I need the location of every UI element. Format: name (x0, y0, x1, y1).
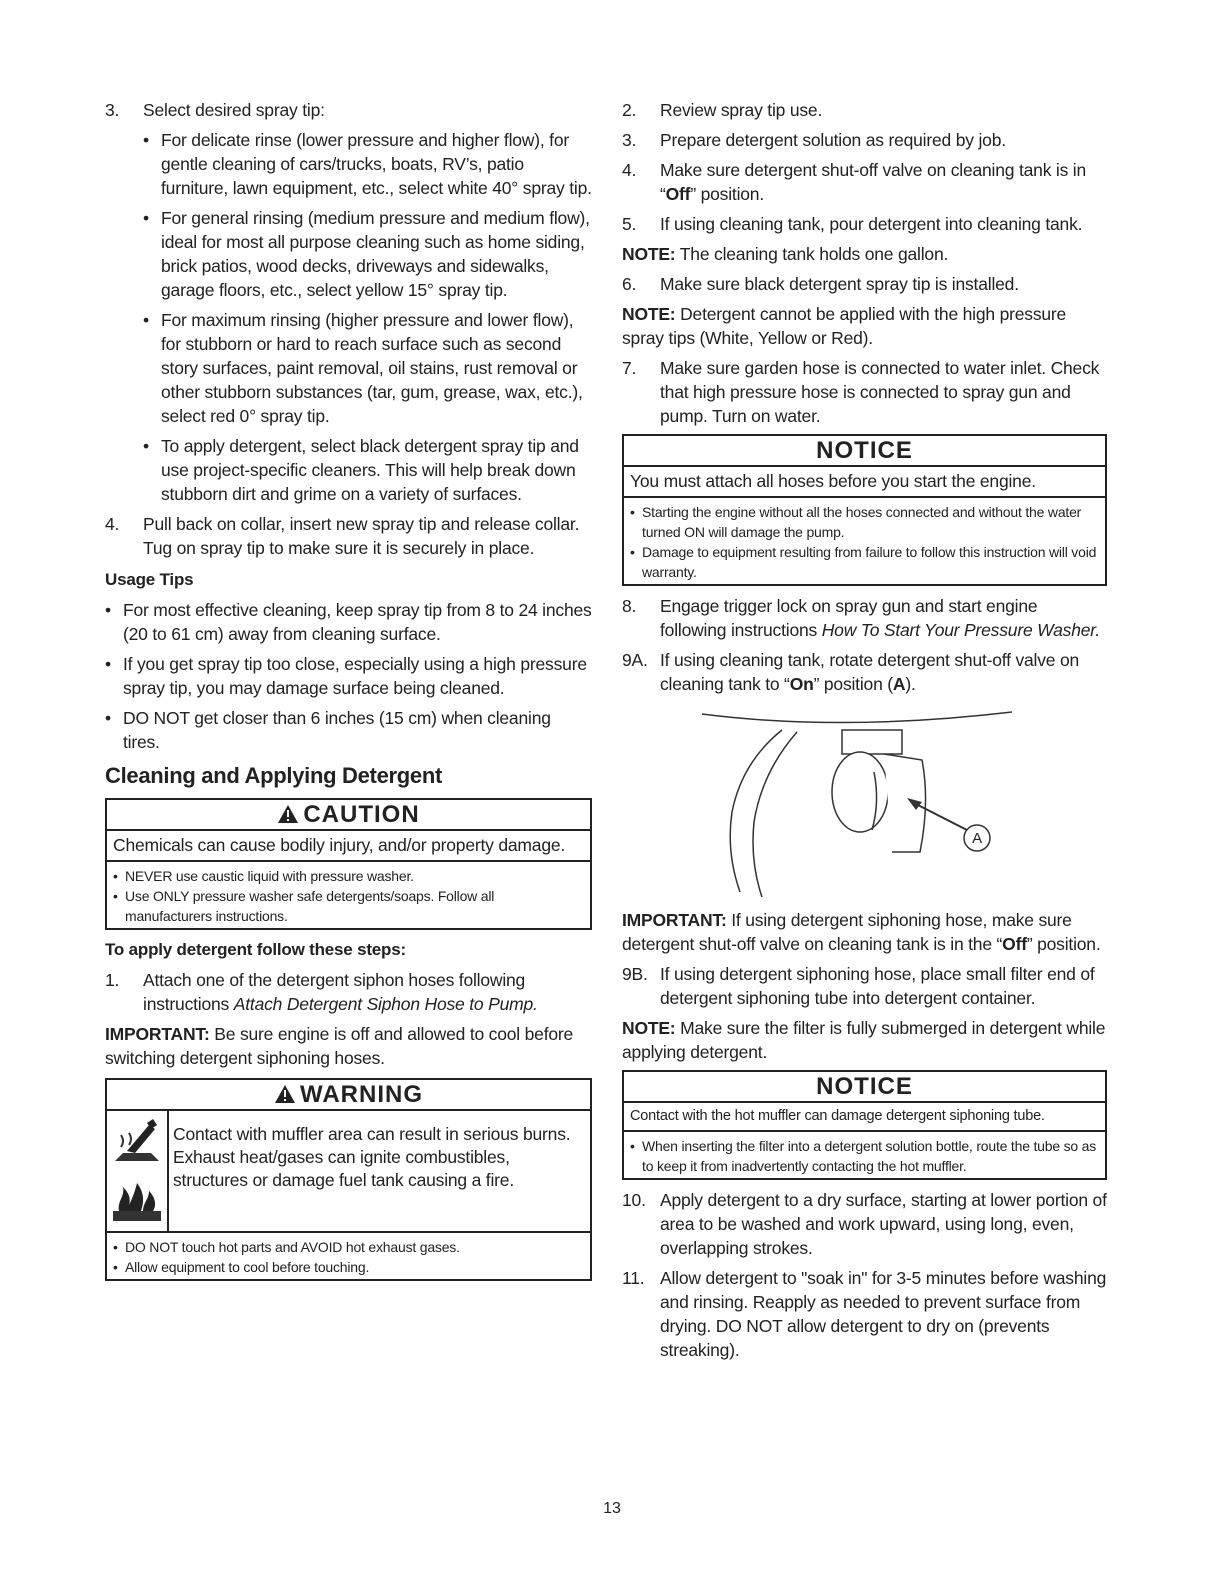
step-number: 5. (622, 214, 637, 234)
note-3 (622, 1016, 1107, 1064)
notice-lead: Contact with the hot muffler can damage detergent siphoning tube. (624, 1103, 1105, 1132)
shutoff-valve-drawing (622, 702, 1107, 902)
step-text: Make sure black detergent spray tip is installed. (660, 274, 1019, 294)
important-text: If using detergent siphoning hose, make sure detergent shut-off valve on cleaning tank is in the “ (622, 910, 1072, 954)
step-number: 10. (622, 1190, 646, 1210)
step-bold: On (789, 674, 814, 694)
step-number: 3. (105, 100, 120, 120)
caution-header (107, 800, 590, 831)
usage-tip-item: • If you get spray tip too close, especially using a high pressure spray tip, you may damage surface being cleaned. (105, 652, 592, 700)
warning-header (107, 1080, 590, 1111)
spray-tip-item: • To apply detergent, select black detergent spray tip and use project-specific cleaners. This will help break down stubborn dirt and grime on a variety of surfaces. (143, 434, 592, 506)
caution-bullet: • NEVER use caustic liquid with pressure washer. (113, 866, 584, 886)
warning-body (107, 1111, 590, 1233)
notice-bullet: • Damage to equipment resulting from failure to follow this instruction will void warranty. (630, 542, 1099, 582)
hot-surface-icon (107, 1117, 167, 1167)
step-text: Select desired spray tip: (143, 100, 325, 120)
warning-box (105, 1078, 592, 1281)
warning-title: WARNING (300, 1081, 423, 1108)
notice-bullets (624, 498, 1105, 584)
section-heading: Cleaning and Applying Detergent (105, 763, 443, 788)
step-text: Review spray tip use. (660, 100, 823, 120)
warning-bullets (107, 1233, 590, 1279)
notice-title: NOTICE (624, 436, 1105, 467)
spray-tip-item: • For delicate rinse (lower pressure and higher flow), for gentle cleaning of cars/trucks, boats, RV’s, patio furniture, lawn equipment, etc., select white 40° spray tip. (143, 128, 592, 200)
note-2 (622, 302, 1107, 350)
step-10-apply (622, 1188, 1107, 1260)
usage-tip-item: • DO NOT get closer than 6 inches (15 cm) when cleaning tires. (105, 706, 592, 754)
warning-icons (107, 1111, 169, 1231)
warning-text-1: Contact with muffler area can result in serious burns. (173, 1124, 571, 1144)
note-text: Detergent cannot be applied with the high pressure spray tips (White, Yellow or Red). (622, 304, 1067, 348)
warning-triangle-icon (274, 1084, 296, 1104)
note-label: NOTE: (622, 304, 676, 324)
important-label: IMPORTANT: (622, 910, 727, 930)
step-text: Make sure garden hose is connected to water inlet. Check that high pressure hose is connected to spray gun and pump. Turn on water. (660, 358, 1100, 426)
step-2-review (622, 98, 1107, 122)
caution-bullet: • Use ONLY pressure washer safe detergents/soaps. Follow all manufacturers instructions. (113, 886, 584, 926)
warning-triangle-icon (277, 804, 299, 824)
step-text: Prepare detergent solution as required by job. (660, 130, 1006, 150)
important-text: ” position. (1026, 934, 1101, 954)
step-number: 1. (105, 970, 120, 990)
fire-icon (107, 1175, 167, 1225)
important-label: IMPORTANT: (105, 1024, 210, 1044)
step-bold: Off (665, 184, 691, 204)
step-reference: Attach Detergent Siphon Hose to Pump. (233, 994, 538, 1014)
step-11-soak (622, 1266, 1107, 1362)
spray-tip-list (143, 128, 592, 506)
warning-text (169, 1111, 590, 1231)
caution-box (105, 798, 592, 930)
notice-bullet: • Starting the engine without all the hoses connected and without the water turned ON will damage the pump. (630, 502, 1099, 542)
step-bold: A (892, 674, 906, 694)
step-number: 7. (622, 358, 637, 378)
step-3-select-tip (105, 98, 592, 122)
note-label: NOTE: (622, 244, 676, 264)
usage-tip-item: • For most effective cleaning, keep spray tip from 8 to 24 inches (20 to 61 cm) away from cleaning surface. (105, 598, 592, 646)
caution-bullets (107, 862, 590, 928)
step-text: If using cleaning tank, rotate detergent shut-off valve on cleaning tank to “ (660, 650, 1080, 694)
step-7-hoses (622, 356, 1107, 428)
left-column (105, 98, 592, 1289)
step-number: 8. (622, 596, 637, 616)
step-reference: How To Start Your Pressure Washer. (821, 620, 1100, 640)
warning-bullet: • DO NOT touch hot parts and AVOID hot exhaust gases. (113, 1237, 584, 1257)
spray-tip-item: • For general rinsing (medium pressure and medium flow), ideal for most all purpose cleaning such as home siding, brick patios, wood decks, driveways and sidewalks, garage floors, etc., select yellow 15° spray tip. (143, 206, 592, 302)
step-text: Attach one of the detergent siphon hoses following instructions (143, 970, 526, 1014)
step-4-valve-off (622, 158, 1107, 206)
step-9a-valve-on (622, 648, 1107, 696)
note-text: The cleaning tank holds one gallon. (675, 244, 949, 264)
important-bold: Off (1002, 934, 1027, 954)
step-text: Allow detergent to "soak in" for 3-5 minutes before washing and rinsing. Reapply as needed to prevent surface from drying. DO NOT allow detergent to dry on (prevents streaking). (660, 1268, 1107, 1360)
spray-tip-item: • For maximum rinsing (higher pressure and lower flow), for stubborn or hard to reach surface such as second story surfaces, paint removal, oil stains, rust removal or other stubborn substances (tar, gum, grease, wax, etc.), select red 0° spray tip. (143, 308, 592, 428)
step-1-attach-hose (105, 968, 592, 1016)
step-text: If using detergent siphoning hose, place small filter end of detergent siphoning tube into detergent container. (660, 964, 1095, 1008)
step-text: ” position ( (813, 674, 893, 694)
step-text: Engage trigger lock on spray gun and start engine following instructions (660, 596, 1038, 640)
step-text: Apply detergent to a dry surface, starting at lower portion of area to be washed and work upward, using long, even, overlapping strokes. (660, 1190, 1107, 1258)
page-number: 13 (603, 1500, 621, 1517)
notice-lead: You must attach all hoses before you start the engine. (624, 467, 1105, 498)
step-6-black-tip (622, 272, 1107, 296)
step-text: ). (905, 674, 916, 694)
notice-bullet: • When inserting the filter into a detergent solution bottle, route the tube so as to keep it from inadvertently contacting the hot muffler. (630, 1136, 1099, 1176)
step-number: 4. (622, 160, 637, 180)
usage-tips-heading: Usage Tips (105, 570, 194, 589)
step-text: ” position. (690, 184, 764, 204)
notice-box-2 (622, 1070, 1107, 1180)
important-note-2 (622, 908, 1107, 956)
steps-heading: To apply detergent follow these steps: (105, 940, 406, 959)
step-8-start-engine (622, 594, 1107, 642)
warning-bullet: • Allow equipment to cool before touching. (113, 1257, 584, 1277)
important-text: Be sure engine is off and allowed to cool before switching detergent siphoning hoses. (105, 1024, 574, 1068)
step-text: Pull back on collar, insert new spray tip and release collar. Tug on spray tip to make sure it is securely in place. (143, 514, 580, 558)
notice-title: NOTICE (624, 1072, 1105, 1103)
step-number: 11. (622, 1268, 645, 1288)
step-text: If using cleaning tank, pour detergent into cleaning tank. (660, 214, 1083, 234)
step-number: 2. (622, 100, 637, 120)
callout-label-a: A (972, 830, 982, 847)
step-4-insert-tip (105, 512, 592, 560)
step-text: Make sure detergent shut-off valve on cleaning tank is in “ (660, 160, 1087, 204)
step-number: 9A. (622, 650, 648, 670)
note-text: Make sure the filter is fully submerged in detergent while applying detergent. (622, 1018, 1106, 1062)
note-1 (622, 242, 1107, 266)
notice-bullets (624, 1132, 1105, 1178)
important-note (105, 1022, 592, 1070)
warning-text-2: Exhaust heat/gases can ignite combustibles, structures or damage fuel tank causing a fire. (173, 1147, 514, 1190)
step-number: 3. (622, 130, 637, 150)
step-9b-filter (622, 962, 1107, 1010)
notice-box-1 (622, 434, 1107, 586)
note-label: NOTE: (622, 1018, 676, 1038)
step-3-prepare (622, 128, 1107, 152)
step-5-pour (622, 212, 1107, 236)
step-number: 6. (622, 274, 637, 294)
caution-title: CAUTION (303, 801, 420, 828)
caution-lead: Chemicals can cause bodily injury, and/or property damage. (107, 831, 590, 862)
right-column (622, 98, 1107, 1368)
step-number: 4. (105, 514, 120, 534)
step-number: 9B. (622, 964, 648, 984)
valve-illustration (622, 702, 1107, 902)
